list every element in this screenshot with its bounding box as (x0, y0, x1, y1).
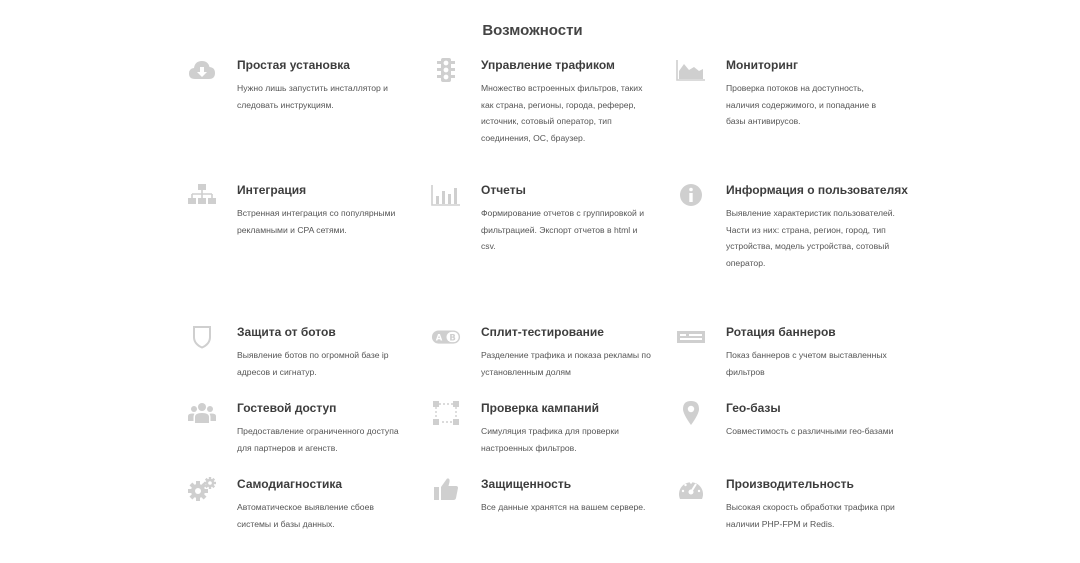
ab-test-icon (431, 323, 461, 351)
feature-description: Проверка потоков на доступность, наличия содержимого, и попадание в базы антивирусов. (726, 83, 877, 126)
sitemap-icon (187, 181, 217, 209)
feature-description: Нужно лишь запустить инсталлятор и следовать инструкциям. (237, 83, 388, 110)
feature-description: Формирование отчетов с группировкой и фильтрацией. Экспорт отчетов в html и csv. (481, 208, 645, 251)
feature-description: Встренная интеграция со популярными рекламными и CPA сетями. (237, 208, 396, 235)
feature-title: Информация о пользователях (726, 183, 908, 197)
feature-title: Сплит-тестирование (481, 325, 604, 339)
svg-text:A: A (435, 332, 443, 343)
thumbs-up-icon (431, 475, 461, 503)
feature-description: Автоматическое выявление сбоев системы и базы данных. (237, 502, 374, 529)
feature-description: Предоставление ограниченного доступа для партнеров и агенств. (237, 426, 399, 453)
shield-icon (187, 323, 217, 351)
feature-performance (726, 475, 961, 532)
cloud-download-icon (187, 56, 217, 84)
feature-description: Показ баннеров с учетом выставленных фильтров (726, 350, 887, 377)
feature-description: Множество встроенных фильтров, таких как страна, регионы, города, реферер, источник, сотовый оператор, тип соединения, ОС, браузер. (481, 83, 643, 143)
feature-title: Отчеты (481, 183, 526, 197)
feature-banner-rotation (726, 323, 961, 380)
info-circle-icon (676, 181, 706, 209)
feature-monitoring (726, 56, 961, 130)
feature-title: Защищенность (481, 477, 572, 491)
flow-icon (431, 399, 461, 427)
traffic-light-icon (431, 56, 461, 84)
feature-description: Все данные хранятся на вашем сервере. (481, 502, 646, 512)
feature-description: Совместимость с различными гео-базами (726, 426, 894, 436)
feature-title: Интеграция (237, 183, 307, 197)
feature-description: Высокая скорость обработки трафика при наличии PHP-FPM и Redis. (726, 502, 895, 529)
feature-title: Защита от ботов (237, 325, 336, 339)
gears-icon (187, 475, 217, 503)
svg-text:B: B (449, 332, 456, 343)
feature-title: Проверка кампаний (481, 401, 600, 415)
area-chart-icon (676, 56, 706, 84)
bar-chart-icon (431, 181, 461, 209)
feature-title: Гео-базы (726, 401, 781, 415)
section-title: Возможности (482, 22, 583, 39)
map-marker-icon (676, 399, 706, 427)
feature-description: Выявление ботов по огромной базе ip адресов и сигнатур. (237, 350, 389, 377)
feature-title: Управление трафиком (481, 58, 615, 72)
feature-title: Простая установка (237, 58, 350, 72)
banner-icon (676, 323, 706, 351)
feature-user-info (726, 181, 961, 271)
users-icon (187, 399, 217, 427)
feature-title: Производительность (726, 477, 854, 491)
feature-description: Выявление характеристик пользователей. Части из них: страна, регион, город, тип устройства, модель устройства, сотовый оператор. (726, 208, 895, 268)
feature-title: Самодиагностика (237, 477, 343, 491)
feature-geo-bases (726, 399, 961, 440)
feature-title: Ротация баннеров (726, 325, 836, 339)
feature-title: Мониторинг (726, 58, 798, 72)
dashboard-icon (676, 475, 706, 503)
feature-description: Разделение трафика и показа рекламы по установленным долям (481, 350, 651, 377)
feature-description: Симуляция трафика для проверки настроенных фильтров. (481, 426, 619, 453)
feature-title: Гостевой доступ (237, 401, 337, 415)
